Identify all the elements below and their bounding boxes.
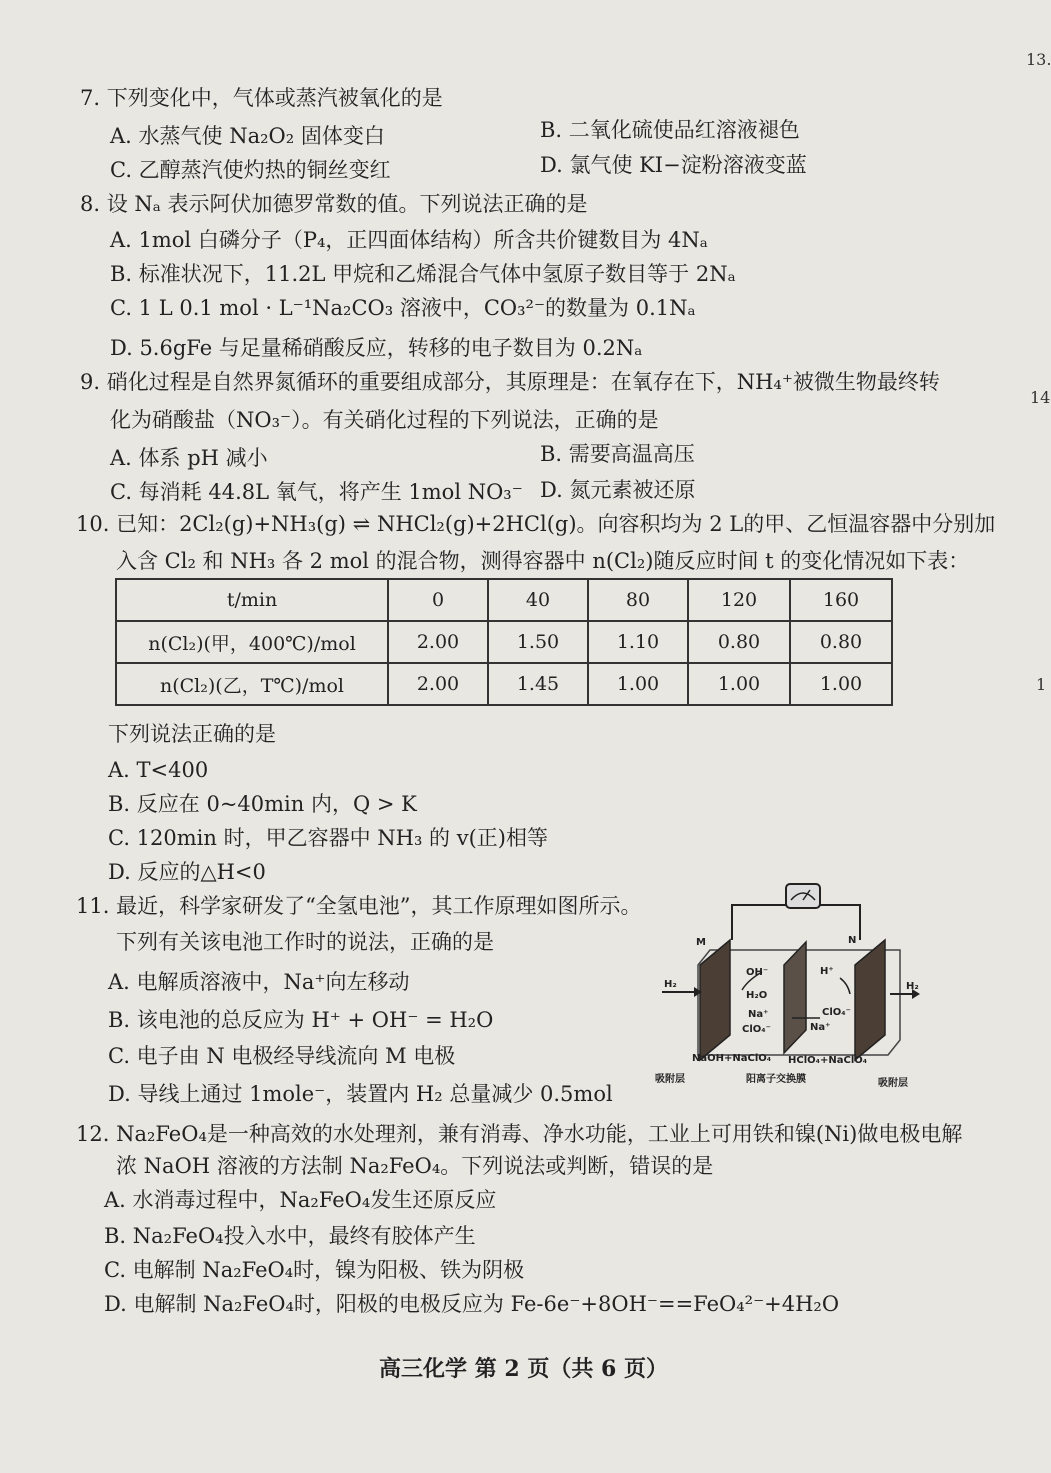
question-8-option-a: A. 1mol 白磷分子（P₄，正四面体结构）所含共价键数目为 4Nₐ	[110, 228, 708, 252]
question-9-option-a: A. 体系 pH 减小	[110, 446, 268, 470]
table-cell: 80	[588, 579, 688, 621]
question-12-option-d: D. 电解制 Na₂FeO₄时，阳极的电极反应为 Fe-6e⁻+8OH⁻==FeO₄²⁻+4H₂O	[104, 1292, 840, 1316]
edge-number: 1	[1036, 675, 1047, 694]
table-cell: 120	[688, 579, 790, 621]
page-footer: 高三化学 第 2 页（共 6 页）	[379, 1356, 668, 1382]
question-12-option-b: B. Na₂FeO₄投入水中，最终有胶体产生	[104, 1224, 476, 1248]
question-7-option-a: A. 水蒸气使 Na₂O₂ 固体变白	[110, 124, 385, 148]
question-8-stem: 8. 设 Nₐ 表示阿伏加德罗常数的值。下列说法正确的是	[80, 192, 588, 216]
question-11-option-d: D. 导线上通过 1mole⁻，装置内 H₂ 总量减少 0.5mol	[108, 1082, 613, 1106]
question-9-stem: 9. 硝化过程是自然界氮循环的重要组成部分，其原理是：在氧存在下，NH₄⁺被微生物最终转	[80, 370, 940, 394]
question-12-option-c: C. 电解制 Na₂FeO₄时，镍为阳极、铁为阴极	[104, 1258, 525, 1282]
ammeter-icon	[786, 884, 820, 908]
arrow-icon	[840, 978, 850, 994]
question-7-stem: 7. 下列变化中，气体或蒸汽被氧化的是	[80, 86, 443, 110]
question-8-option-d: D. 5.6gFe 与足量稀硝酸反应，转移的电子数目为 0.2Nₐ	[110, 336, 643, 360]
label-h2o: H₂O	[746, 990, 768, 1001]
question-12-stem: 12. Na₂FeO₄是一种高效的水处理剂，兼有消毒、净水功能，工业上可用铁和镍(Ni)做电极电解	[76, 1122, 963, 1146]
question-7-option-b: B. 二氧化硫使品红溶液褪色	[540, 118, 800, 142]
question-9-option-c: C. 每消耗 44.8L 氧气，将产生 1mol NO₃⁻	[110, 480, 523, 504]
table-cell: t/min	[116, 579, 388, 621]
question-11-stem: 11. 最近，科学家研发了“全氢电池”，其工作原理如图所示。	[76, 894, 642, 918]
label-h2-in: H₂	[664, 979, 677, 990]
label-membrane: 阳离子交换膜	[746, 1074, 806, 1085]
question-10-option-c: C. 120min 时，甲乙容器中 NH₃ 的 v(正)相等	[108, 826, 548, 850]
question-10-option-d: D. 反应的△H<0	[108, 860, 266, 884]
question-11-option-a: A. 电解质溶液中，Na⁺向左移动	[108, 970, 410, 994]
electrode-n	[855, 940, 885, 1060]
question-12-stem-continued: 浓 NaOH 溶液的方法制 Na₂FeO₄。下列说法或判断，错误的是	[116, 1154, 714, 1178]
table-cell: 1.00	[790, 663, 892, 705]
question-10-stem-continued: 入含 Cl₂ 和 NH₃ 各 2 mol 的混合物，测得容器中 n(Cl₂)随反应时间 t 的变化情况如下表：	[116, 549, 970, 573]
label-na-left: Na⁺	[748, 1009, 769, 1020]
question-8-option-b: B. 标准状况下，11.2L 甲烷和乙烯混合气体中氢原子数目等于 2Nₐ	[110, 262, 736, 286]
table-cell: 40	[488, 579, 588, 621]
question-10-stem: 10. 已知：2Cl₂(g)+NH₃(g) ⇌ NHCl₂(g)+2HCl(g)。向容积均为 2 L的甲、乙恒温容器中分别加	[76, 512, 996, 536]
external-wire	[732, 905, 860, 940]
label-oh: OH⁻	[746, 967, 769, 978]
data-table	[115, 578, 893, 706]
label-na-right: Na⁺	[810, 1022, 831, 1033]
question-7-option-c: C. 乙醇蒸汽使灼热的铜丝变红	[110, 158, 391, 182]
table-row	[116, 621, 892, 663]
question-7-option-d: D. 氯气使 KI−淀粉溶液变蓝	[540, 153, 807, 177]
table-cell: n(Cl₂)(甲，400℃)/mol	[116, 621, 388, 663]
table-cell: 2.00	[388, 663, 488, 705]
label-adsorption-right: 吸附层	[878, 1078, 908, 1089]
label-n: N	[848, 935, 857, 946]
question-9-stem-continued: 化为硝酸盐（NO₃⁻）。有关硝化过程的下列说法，正确的是	[110, 408, 659, 432]
table-cell: 1.10	[588, 621, 688, 663]
table-cell: 0.80	[790, 621, 892, 663]
table-cell: 0	[388, 579, 488, 621]
table-cell: 1.50	[488, 621, 588, 663]
question-12-option-a: A. 水消毒过程中，Na₂FeO₄发生还原反应	[104, 1188, 497, 1212]
question-11-option-b: B. 该电池的总反应为 H⁺ + OH⁻ = H₂O	[108, 1008, 494, 1032]
label-h2-out: H₂	[906, 981, 919, 992]
label-m: M	[696, 937, 706, 948]
edge-number: 13.	[1026, 50, 1051, 69]
label-solution-right: HClO₄+NaClO₄	[788, 1055, 868, 1066]
ion-exchange-membrane	[784, 942, 806, 1053]
question-10-option-b: B. 反应在 0~40min 内，Q > K	[108, 792, 417, 816]
question-10-option-a: A. T<400	[108, 758, 209, 782]
question-9-option-d: D. 氮元素被还原	[540, 478, 696, 502]
table-cell: 0.80	[688, 621, 790, 663]
label-solution-left: NaOH+NaClO₄	[692, 1053, 772, 1064]
table-cell: n(Cl₂)(乙，T℃)/mol	[116, 663, 388, 705]
table-row	[116, 663, 892, 705]
label-clo4-left: ClO₄⁻	[742, 1024, 771, 1035]
hydrogen-battery-diagram	[650, 870, 940, 1095]
label-adsorption-left: 吸附层	[655, 1074, 685, 1085]
table-cell: 2.00	[388, 621, 488, 663]
question-11-option-c: C. 电子由 N 电极经导线流向 M 电极	[108, 1044, 456, 1068]
question-11-stem-continued: 下列有关该电池工作时的说法，正确的是	[116, 930, 494, 954]
table-cell: 1.00	[588, 663, 688, 705]
question-8-option-c: C. 1 L 0.1 mol · L⁻¹Na₂CO₃ 溶液中，CO₃²⁻的数量为 0.1Nₐ	[110, 296, 696, 320]
table-cell: 1.00	[688, 663, 790, 705]
edge-number: 14	[1030, 388, 1051, 407]
question-9-option-b: B. 需要高温高压	[540, 442, 695, 466]
table-header-row	[116, 579, 892, 621]
question-10-prompt: 下列说法正确的是	[108, 722, 276, 746]
table-cell: 1.45	[488, 663, 588, 705]
label-h-plus: H⁺	[820, 966, 834, 977]
label-clo4-right: ClO₄⁻	[822, 1007, 851, 1018]
table-cell: 160	[790, 579, 892, 621]
